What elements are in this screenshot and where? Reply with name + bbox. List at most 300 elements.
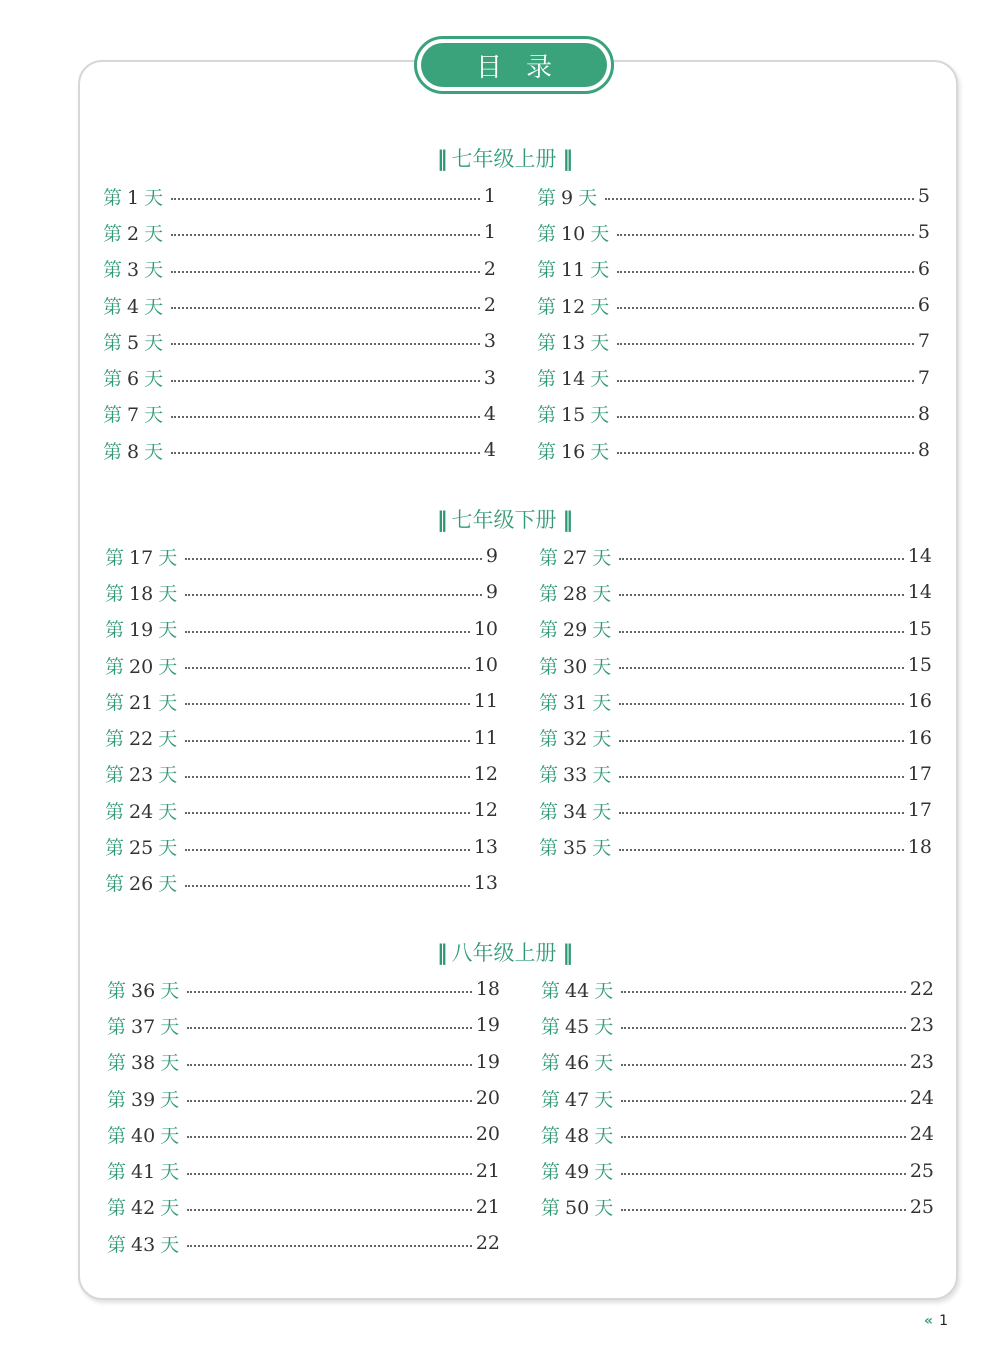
toc-entry-label bbox=[103, 255, 171, 282]
entry-suffix: 天 bbox=[160, 979, 180, 1002]
entry-suffix: 天 bbox=[158, 655, 178, 678]
section-bar-icon: ‖ bbox=[562, 508, 571, 532]
toc-entry-label bbox=[539, 615, 619, 642]
toc-entry[interactable] bbox=[537, 359, 930, 395]
entry-page-number: 11 bbox=[473, 690, 498, 713]
dot-leader bbox=[617, 416, 914, 418]
entry-day-number: 48 bbox=[565, 1124, 590, 1147]
entry-suffix: 天 bbox=[158, 546, 178, 569]
toc-entry-label bbox=[537, 400, 617, 427]
toc-entry-label bbox=[105, 543, 185, 570]
entry-page-number: 9 bbox=[485, 581, 498, 604]
section-heading-text: 七年级下册 bbox=[451, 508, 557, 532]
dot-leader bbox=[621, 1209, 906, 1211]
toc-entry-label bbox=[537, 183, 605, 210]
toc-entry-label bbox=[537, 437, 617, 464]
toc-entry-label bbox=[539, 688, 619, 715]
entry-page-number: 17 bbox=[907, 762, 932, 785]
dot-leader bbox=[617, 271, 914, 273]
entry-prefix: 第 bbox=[103, 331, 123, 354]
entry-page-number: 8 bbox=[917, 402, 930, 425]
toc-entry[interactable] bbox=[105, 574, 498, 610]
entry-page-number: 3 bbox=[483, 330, 496, 353]
dot-leader bbox=[187, 1027, 472, 1029]
entry-day-number: 2 bbox=[127, 222, 140, 245]
dot-leader bbox=[187, 1173, 472, 1175]
toc-entry[interactable] bbox=[103, 214, 496, 250]
entry-prefix: 第 bbox=[539, 619, 559, 642]
entry-page-number: 23 bbox=[909, 1050, 934, 1073]
entry-suffix: 天 bbox=[144, 222, 164, 245]
toc-entry[interactable] bbox=[103, 432, 496, 468]
entry-prefix: 第 bbox=[539, 655, 559, 678]
toc-entry-label bbox=[107, 976, 187, 1003]
entry-page-number: 10 bbox=[473, 617, 498, 640]
dot-leader bbox=[619, 776, 904, 778]
entry-prefix: 第 bbox=[103, 404, 123, 427]
entry-day-number: 27 bbox=[563, 546, 588, 569]
dot-leader bbox=[185, 631, 470, 633]
entry-day-number: 35 bbox=[563, 837, 588, 860]
entry-day-number: 30 bbox=[563, 655, 588, 678]
dot-leader bbox=[185, 594, 482, 596]
entry-day-number: 6 bbox=[127, 368, 140, 391]
toc-entry-label bbox=[537, 219, 617, 246]
toc-entry[interactable] bbox=[541, 1189, 934, 1225]
toc-entry-label bbox=[103, 400, 171, 427]
dot-leader bbox=[187, 1100, 472, 1102]
entry-suffix: 天 bbox=[592, 728, 612, 751]
entry-day-number: 15 bbox=[561, 404, 586, 427]
toc-entry[interactable] bbox=[537, 287, 930, 323]
dot-leader bbox=[621, 1027, 906, 1029]
entry-suffix: 天 bbox=[158, 582, 178, 605]
toc-entry[interactable] bbox=[537, 323, 930, 359]
dot-leader bbox=[621, 1064, 906, 1066]
entry-page-number: 23 bbox=[909, 1014, 934, 1037]
entry-page-number: 1 bbox=[483, 221, 496, 244]
toc-title: 目录 bbox=[421, 43, 607, 87]
section-heading-text: 七年级上册 bbox=[451, 147, 557, 171]
entry-suffix: 天 bbox=[594, 1161, 614, 1184]
entry-prefix: 第 bbox=[539, 546, 559, 569]
toc-entry-label bbox=[539, 760, 619, 787]
toc-entry[interactable] bbox=[105, 538, 498, 574]
toc-entry-label bbox=[107, 1085, 187, 1112]
toc-entry[interactable] bbox=[537, 178, 930, 214]
entry-day-number: 33 bbox=[563, 764, 588, 787]
section-heading-1 bbox=[0, 504, 1008, 534]
toc-entry-label bbox=[107, 1121, 187, 1148]
entry-page-number: 1 bbox=[483, 185, 496, 208]
entry-page-number: 25 bbox=[909, 1195, 934, 1218]
toc-entry[interactable] bbox=[103, 178, 496, 214]
entry-day-number: 14 bbox=[561, 368, 586, 391]
entry-prefix: 第 bbox=[539, 800, 559, 823]
entry-suffix: 天 bbox=[160, 1015, 180, 1038]
toc-entry[interactable] bbox=[539, 828, 932, 864]
entry-page-number: 19 bbox=[475, 1014, 500, 1037]
entry-day-number: 23 bbox=[129, 764, 154, 787]
toc-entry[interactable] bbox=[105, 611, 498, 647]
toc-entry[interactable] bbox=[537, 214, 930, 250]
entry-suffix: 天 bbox=[144, 331, 164, 354]
toc-entry[interactable] bbox=[107, 971, 500, 1007]
toc-entry-label bbox=[107, 1012, 187, 1039]
entry-suffix: 天 bbox=[592, 546, 612, 569]
toc-entry-label bbox=[105, 652, 185, 679]
entry-prefix: 第 bbox=[103, 259, 123, 282]
entry-suffix: 天 bbox=[590, 440, 610, 463]
toc-entry[interactable] bbox=[539, 611, 932, 647]
toc-entry[interactable] bbox=[107, 1116, 500, 1152]
entry-day-number: 16 bbox=[561, 440, 586, 463]
entry-day-number: 31 bbox=[563, 691, 588, 714]
toc-entry-label bbox=[537, 292, 617, 319]
entry-day-number: 29 bbox=[563, 619, 588, 642]
toc-entry-label bbox=[105, 579, 185, 606]
dot-leader bbox=[605, 198, 914, 200]
toc-entry-label bbox=[537, 364, 617, 391]
dot-leader bbox=[171, 380, 480, 382]
entry-suffix: 天 bbox=[158, 691, 178, 714]
entry-day-number: 47 bbox=[565, 1088, 590, 1111]
entry-prefix: 第 bbox=[541, 1015, 561, 1038]
entry-page-number: 25 bbox=[909, 1159, 934, 1182]
dot-leader bbox=[619, 812, 904, 814]
entry-prefix: 第 bbox=[107, 1161, 127, 1184]
entry-prefix: 第 bbox=[541, 1052, 561, 1075]
entry-day-number: 36 bbox=[131, 979, 156, 1002]
toc-entry[interactable] bbox=[541, 1080, 934, 1116]
toc-entry[interactable] bbox=[107, 1044, 500, 1080]
entry-day-number: 22 bbox=[129, 728, 154, 751]
entry-page-number: 6 bbox=[917, 257, 930, 280]
entry-prefix: 第 bbox=[107, 979, 127, 1002]
entry-suffix: 天 bbox=[592, 764, 612, 787]
entry-prefix: 第 bbox=[541, 1197, 561, 1220]
toc-entry-label bbox=[537, 255, 617, 282]
entry-day-number: 3 bbox=[127, 259, 140, 282]
entry-day-number: 40 bbox=[131, 1124, 156, 1147]
entry-day-number: 4 bbox=[127, 295, 140, 318]
entry-prefix: 第 bbox=[537, 404, 557, 427]
entry-page-number: 2 bbox=[483, 257, 496, 280]
dot-leader bbox=[187, 1064, 472, 1066]
toc-entry[interactable] bbox=[103, 323, 496, 359]
entry-day-number: 21 bbox=[129, 691, 154, 714]
dot-leader bbox=[171, 307, 480, 309]
entry-prefix: 第 bbox=[107, 1052, 127, 1075]
toc-entry[interactable] bbox=[103, 251, 496, 287]
entry-suffix: 天 bbox=[590, 404, 610, 427]
toc-entry-label bbox=[539, 797, 619, 824]
section-bar-icon: ‖ bbox=[562, 147, 571, 171]
toc-entry[interactable] bbox=[105, 683, 498, 719]
toc-entry[interactable] bbox=[107, 1189, 500, 1225]
entry-prefix: 第 bbox=[541, 1161, 561, 1184]
entry-prefix: 第 bbox=[103, 222, 123, 245]
entry-prefix: 第 bbox=[539, 691, 559, 714]
dot-leader bbox=[185, 849, 470, 851]
toc-entry-label bbox=[541, 1048, 621, 1075]
toc-entry-label bbox=[105, 869, 185, 896]
entry-page-number: 16 bbox=[907, 690, 932, 713]
entry-page-number: 10 bbox=[473, 654, 498, 677]
entry-page-number: 19 bbox=[475, 1050, 500, 1073]
entry-prefix: 第 bbox=[107, 1015, 127, 1038]
section-heading-0 bbox=[0, 143, 1008, 173]
entry-suffix: 天 bbox=[590, 368, 610, 391]
entry-page-number: 13 bbox=[473, 835, 498, 858]
entry-page-number: 14 bbox=[907, 581, 932, 604]
entry-page-number: 16 bbox=[907, 726, 932, 749]
toc-entry[interactable] bbox=[105, 792, 498, 828]
entry-day-number: 11 bbox=[561, 259, 586, 282]
toc-entry-label bbox=[541, 1085, 621, 1112]
dot-leader bbox=[185, 885, 470, 887]
toc-entry-label bbox=[539, 652, 619, 679]
entry-page-number: 18 bbox=[907, 835, 932, 858]
dot-leader bbox=[187, 991, 472, 993]
toc-entry-label bbox=[103, 292, 171, 319]
entry-page-number: 5 bbox=[917, 221, 930, 244]
entry-page-number: 6 bbox=[917, 294, 930, 317]
dot-leader bbox=[171, 416, 480, 418]
page-footer bbox=[924, 1313, 948, 1329]
entry-suffix: 天 bbox=[592, 655, 612, 678]
entry-suffix: 天 bbox=[592, 582, 612, 605]
entry-page-number: 24 bbox=[909, 1123, 934, 1146]
toc-entry-label bbox=[107, 1193, 187, 1220]
toc-entry[interactable] bbox=[105, 647, 498, 683]
entry-page-number: 20 bbox=[475, 1087, 500, 1110]
toc-entry[interactable] bbox=[539, 574, 932, 610]
toc-entry[interactable] bbox=[105, 719, 498, 755]
entry-page-number: 15 bbox=[907, 617, 932, 640]
entry-day-number: 49 bbox=[565, 1161, 590, 1184]
section-heading-2 bbox=[0, 937, 1008, 967]
section-0-left-column bbox=[103, 178, 496, 468]
entry-suffix: 天 bbox=[160, 1161, 180, 1184]
entry-suffix: 天 bbox=[158, 873, 178, 896]
dot-leader bbox=[621, 1100, 906, 1102]
toc-entry-label bbox=[105, 688, 185, 715]
toc-entry[interactable] bbox=[539, 756, 932, 792]
toc-entry[interactable] bbox=[537, 432, 930, 468]
dot-leader bbox=[621, 1173, 906, 1175]
entry-prefix: 第 bbox=[539, 764, 559, 787]
entry-day-number: 8 bbox=[127, 440, 140, 463]
toc-entry-label bbox=[105, 615, 185, 642]
entry-prefix: 第 bbox=[537, 222, 557, 245]
entry-suffix: 天 bbox=[144, 295, 164, 318]
toc-entry[interactable] bbox=[107, 1152, 500, 1188]
toc-entry[interactable] bbox=[541, 1044, 934, 1080]
toc-entry[interactable] bbox=[107, 1225, 500, 1261]
toc-entry[interactable] bbox=[103, 396, 496, 432]
toc-entry[interactable] bbox=[539, 647, 932, 683]
toc-entry[interactable] bbox=[107, 1080, 500, 1116]
toc-entry[interactable] bbox=[541, 1007, 934, 1043]
section-bar-icon: ‖ bbox=[562, 941, 571, 965]
entry-prefix: 第 bbox=[107, 1233, 127, 1256]
entry-suffix: 天 bbox=[144, 404, 164, 427]
toc-entry-label bbox=[103, 328, 171, 355]
entry-prefix: 第 bbox=[537, 331, 557, 354]
toc-entry-label bbox=[541, 1157, 621, 1184]
entry-prefix: 第 bbox=[103, 295, 123, 318]
toc-entry-label bbox=[537, 328, 617, 355]
entry-day-number: 45 bbox=[565, 1015, 590, 1038]
section-bar-icon: ‖ bbox=[437, 508, 446, 532]
entry-page-number: 2 bbox=[483, 294, 496, 317]
entry-prefix: 第 bbox=[107, 1124, 127, 1147]
entry-day-number: 9 bbox=[561, 186, 574, 209]
section-heading-text: 八年级上册 bbox=[451, 941, 557, 965]
entry-prefix: 第 bbox=[537, 186, 557, 209]
dot-leader bbox=[185, 703, 470, 705]
toc-title-badge bbox=[414, 36, 614, 94]
toc-entry-label bbox=[107, 1157, 187, 1184]
toc-entry[interactable] bbox=[541, 971, 934, 1007]
entry-page-number: 24 bbox=[909, 1087, 934, 1110]
toc-entry-label bbox=[105, 724, 185, 751]
entry-page-number: 22 bbox=[909, 978, 934, 1001]
entry-page-number: 8 bbox=[917, 439, 930, 462]
entry-prefix: 第 bbox=[541, 1124, 561, 1147]
entry-day-number: 7 bbox=[127, 404, 140, 427]
entry-suffix: 天 bbox=[592, 691, 612, 714]
entry-page-number: 11 bbox=[473, 726, 498, 749]
dot-leader bbox=[619, 849, 904, 851]
toc-entry[interactable] bbox=[541, 1152, 934, 1188]
toc-entry[interactable] bbox=[105, 828, 498, 864]
toc-entry-label bbox=[539, 833, 619, 860]
entry-suffix: 天 bbox=[160, 1124, 180, 1147]
dot-leader bbox=[617, 452, 914, 454]
toc-entry[interactable] bbox=[537, 251, 930, 287]
dot-leader bbox=[185, 812, 470, 814]
chevron-left-icon: « bbox=[924, 1313, 934, 1329]
entry-prefix: 第 bbox=[541, 1088, 561, 1111]
entry-day-number: 1 bbox=[127, 186, 140, 209]
dot-leader bbox=[171, 198, 480, 200]
entry-day-number: 19 bbox=[129, 619, 154, 642]
toc-entry[interactable] bbox=[537, 396, 930, 432]
toc-entry-label bbox=[539, 579, 619, 606]
entry-suffix: 天 bbox=[590, 295, 610, 318]
section-bar-icon: ‖ bbox=[437, 941, 446, 965]
entry-page-number: 17 bbox=[907, 799, 932, 822]
entry-suffix: 天 bbox=[590, 331, 610, 354]
dot-leader bbox=[185, 740, 470, 742]
dot-leader bbox=[617, 307, 914, 309]
entry-prefix: 第 bbox=[103, 440, 123, 463]
entry-prefix: 第 bbox=[105, 546, 125, 569]
entry-day-number: 13 bbox=[561, 331, 586, 354]
entry-suffix: 天 bbox=[160, 1197, 180, 1220]
section-bar-icon: ‖ bbox=[437, 147, 446, 171]
entry-prefix: 第 bbox=[541, 979, 561, 1002]
entry-page-number: 5 bbox=[917, 185, 930, 208]
dot-leader bbox=[619, 594, 904, 596]
entry-day-number: 44 bbox=[565, 979, 590, 1002]
toc-entry[interactable] bbox=[539, 792, 932, 828]
entry-prefix: 第 bbox=[105, 837, 125, 860]
entry-suffix: 天 bbox=[592, 619, 612, 642]
toc-entry[interactable] bbox=[107, 1007, 500, 1043]
entry-prefix: 第 bbox=[107, 1197, 127, 1220]
entry-prefix: 第 bbox=[537, 259, 557, 282]
entry-suffix: 天 bbox=[158, 800, 178, 823]
entry-page-number: 4 bbox=[483, 402, 496, 425]
toc-entry[interactable] bbox=[539, 719, 932, 755]
toc-entry-label bbox=[107, 1230, 187, 1257]
entry-day-number: 5 bbox=[127, 331, 140, 354]
entry-day-number: 17 bbox=[129, 546, 154, 569]
dot-leader bbox=[171, 271, 480, 273]
section-1-right-column bbox=[539, 538, 932, 865]
toc-entry-label bbox=[539, 543, 619, 570]
entry-prefix: 第 bbox=[107, 1088, 127, 1111]
dot-leader bbox=[187, 1209, 472, 1211]
entry-suffix: 天 bbox=[578, 186, 598, 209]
entry-day-number: 20 bbox=[129, 655, 154, 678]
entry-suffix: 天 bbox=[160, 1052, 180, 1075]
toc-entry[interactable] bbox=[539, 683, 932, 719]
section-1-left-column bbox=[105, 538, 498, 901]
entry-suffix: 天 bbox=[144, 259, 164, 282]
entry-page-number: 18 bbox=[475, 978, 500, 1001]
dot-leader bbox=[187, 1136, 472, 1138]
entry-day-number: 25 bbox=[129, 837, 154, 860]
entry-page-number: 7 bbox=[917, 366, 930, 389]
toc-entry-label bbox=[105, 833, 185, 860]
entry-day-number: 43 bbox=[131, 1233, 156, 1256]
entry-prefix: 第 bbox=[105, 619, 125, 642]
toc-entry-label bbox=[107, 1048, 187, 1075]
dot-leader bbox=[619, 558, 904, 560]
toc-entry[interactable] bbox=[103, 287, 496, 323]
entry-suffix: 天 bbox=[158, 619, 178, 642]
entry-prefix: 第 bbox=[105, 800, 125, 823]
dot-leader bbox=[617, 380, 914, 382]
entry-day-number: 34 bbox=[563, 800, 588, 823]
dot-leader bbox=[619, 631, 904, 633]
entry-page-number: 12 bbox=[473, 762, 498, 785]
toc-entry[interactable] bbox=[539, 538, 932, 574]
entry-page-number: 21 bbox=[475, 1159, 500, 1182]
toc-entry-label bbox=[103, 437, 171, 464]
entry-page-number: 13 bbox=[473, 871, 498, 894]
toc-entry[interactable] bbox=[103, 359, 496, 395]
entry-suffix: 天 bbox=[160, 1233, 180, 1256]
dot-leader bbox=[185, 667, 470, 669]
dot-leader bbox=[187, 1245, 472, 1247]
toc-entry[interactable] bbox=[105, 865, 498, 901]
toc-entry[interactable] bbox=[105, 756, 498, 792]
toc-entry-label bbox=[541, 1193, 621, 1220]
entry-suffix: 天 bbox=[160, 1088, 180, 1111]
dot-leader bbox=[171, 234, 480, 236]
dot-leader bbox=[185, 558, 482, 560]
toc-entry[interactable] bbox=[541, 1116, 934, 1152]
entry-day-number: 42 bbox=[131, 1197, 156, 1220]
entry-prefix: 第 bbox=[105, 728, 125, 751]
entry-day-number: 38 bbox=[131, 1052, 156, 1075]
dot-leader bbox=[619, 667, 904, 669]
